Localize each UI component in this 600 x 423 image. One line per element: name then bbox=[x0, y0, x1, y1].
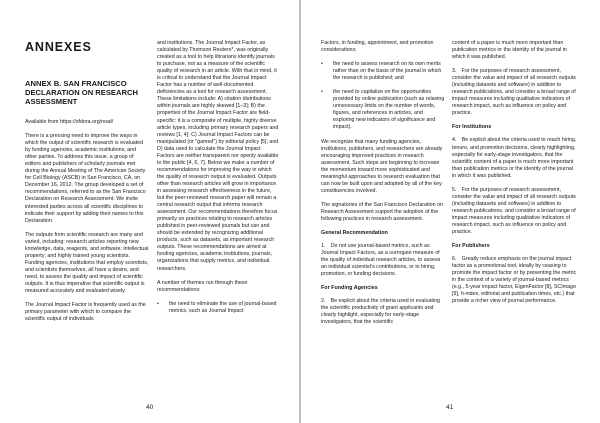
paragraph-outputs: The outputs from scientific research are many and varied, including: research articles reporting new knowledge, data, reagents, and software; intellectual property; and highly trained young scientists. Funding agencies, institutions that employ scientists, and scientists themselves, all have a desire, and need, to assess the quality and impact of scientific outputs. It is thus imperative that scientific output is measured accurately and evaluated wisely. bbox=[25, 231, 149, 295]
page-number-left: 40 bbox=[146, 404, 154, 411]
bullet-text: the need to capitalize on the opportunities provided by online publication (such as relaxing unnecessary limits on the number of words, figures, and references in articles, and exploring new indicators of significance and impact). bbox=[333, 89, 445, 131]
bullet-marker: • bbox=[157, 300, 159, 307]
bullet-text: the need to eliminate the use of journal-based metrics, such as Journal Impact bbox=[169, 300, 277, 314]
bullet-marker: • bbox=[321, 89, 323, 96]
heading-institutions: For Institutions bbox=[452, 124, 492, 131]
sfdora-link[interactable]: https://sfdora.org/read/ bbox=[59, 119, 114, 125]
recommendation-6: 6. Greatly reduce emphasis on the journal impact factor as a promotional tool, ideally by ceasing to promote the impact factor or by presenting the metric in the context of a variety of journal-based metrics (e.g., 5-year impact factor, EigenFactor [8], SCImago [9], h-index, editorial and publication times, etc.) that provide a richer view of journal performance. bbox=[452, 256, 577, 305]
right-column-2 bbox=[452, 40, 578, 312]
recommendation-2: 2. Be explicit about the criteria used in evaluating the scientific productivity of grant applicants and clearly highlight, especially for early-stage investigators, that the scientific bbox=[321, 298, 440, 326]
recommendation-1: 1. Do not use journal-based metrics, such as Journal Impact Factors, as a surrogate measure of the quality of individual research articles, to assess an individual scientist's contributions, or in hiring, promotion, or funding decisions. bbox=[321, 243, 441, 278]
bullet-continuation: Factors, in funding, appointment, and promotion considerations; bbox=[321, 40, 434, 54]
paragraph-recognize: We recognize that many funding agencies, institutions, publishers, and researchers are already encouraging improved practices in research assessment. Such steps are beginning to increase the momentum toward more sophisticated and meaningful approaches to research evaluation that can now be built upon and adopted by all of the key constituencies involved. bbox=[321, 138, 443, 194]
section-heading: ANNEXES bbox=[25, 40, 92, 54]
availability-line bbox=[25, 119, 149, 126]
paragraph-themes: A number of themes run through these recommendations: bbox=[157, 279, 248, 293]
right-column-1 bbox=[321, 40, 445, 333]
heading-publishers: For Publishers bbox=[452, 243, 490, 250]
bullet-item bbox=[157, 301, 279, 315]
left-page bbox=[0, 0, 299, 423]
heading-funding-agencies: For Funding Agencies bbox=[321, 285, 378, 292]
bullet-item bbox=[321, 61, 445, 82]
paragraph-impact-factor: The Journal Impact Factor is frequently used as the primary parameter with which to compare the scientific output of individuals bbox=[25, 302, 146, 323]
recommendation-5: 5. For the purposes of research assessment, consider the value and impact of all research outputs (including datasets and software) in addition to research publications, and consider a broad range of impact measures including qualitative indicators of research impact, such as influence on policy and practice. bbox=[452, 186, 576, 236]
bullet-item bbox=[321, 89, 445, 131]
annex-title: ANNEX B. SAN FRANCISCO DECLARATION ON RESEARCH ASSESSMENT bbox=[25, 79, 138, 106]
recommendation-2-continuation: content of a paper is much more important than publication metrics or the identity of the journal in which it was published. bbox=[452, 40, 567, 61]
bullet-marker: • bbox=[321, 61, 323, 68]
page-number-right: 41 bbox=[446, 404, 454, 411]
recommendation-3: 3. For the purposes of research assessment, consider the value and impact of all research outputs (including datasets and software) in addition to research publications, and consider a broad range of impact measures including qualitative indicators of research impact, such as influence on policy and practice. bbox=[452, 68, 576, 117]
paragraph-limitations: and institutions. The Journal Impact Factor, as calculated by Thomson Reuters*, was originally created as a tool to help librarians identify journals to purchase, not as a measure of the scientific quality of research in an article. With that in mind, it is critical to understand that the Journal Impact Factor has a number of well-documented deficiencies as a tool for research assessment. These limitations include: A) citation distributions within journals are highly skewed [1–3]; B) the properties of the Journal Impact Factor are field-specific: it is a composite of multiple, highly diverse article types, including primary research papers and reviews [1, 4]; C) Journal Impact Factors can be manipulated (or "gamed") by editorial policy [5]; and D) data used to calculate the Journal Impact Factors are neither transparent nor openly available to the public [4, 6, 7]. Below we make a number of recommendations for improving the way in which the quality of research output is evaluated. Outputs other than research articles will grow in importance in assessing research effectiveness in the future, but the peer-reviewed research paper will remain a central research output that informs research assessment. Our recommendations therefore focus primarily on practices relating to research articles published in peer-reviewed journals but can and should be extended by recognizing additional products, such as datasets, as important research outputs. These recommendations are aimed at funding agencies, academic institutions, journals, organizations that supply metrics, and individual researchers. bbox=[157, 40, 279, 272]
recommendation-4: 4. Be explicit about the criteria used to reach hiring, tenure, and promotion decisions, clearly highlighting, especially for early-stage investigators, that the scientific content of a paper is much more important than publication metrics or the identity of the journal in which it was published. bbox=[452, 137, 577, 179]
heading-general: General Recommendation bbox=[321, 230, 388, 237]
available-prefix: Available from bbox=[25, 119, 60, 125]
right-page bbox=[301, 0, 600, 423]
paragraph-signatories: The signatories of the San Francisco Declaration on Research Assessment support the adoption of the following practices in research assessment. bbox=[321, 201, 443, 222]
paragraph-intro: There is a pressing need to improve the ways in which the output of scientific research is evaluated by funding agencies, academic institutions, and other parties. To address this issue, a group of editors and publishers of scholarly journals met during the Annual Meeting of The American Society for Cell Biology (ASCB) in San Francisco, CA, on December 16, 2012. The group developed a set of recommendations, referred to as the San Francisco Declaration on Research Assessment. We invite interested parties across all scientific disciplines to indicate their support by adding their names to this Declaration. bbox=[25, 133, 146, 224]
bullet-text: the need to assess research on its own merits rather than on the basis of the journal in which the research is published; and bbox=[333, 61, 442, 82]
left-column-2 bbox=[157, 40, 279, 315]
left-column-1 bbox=[25, 58, 149, 330]
